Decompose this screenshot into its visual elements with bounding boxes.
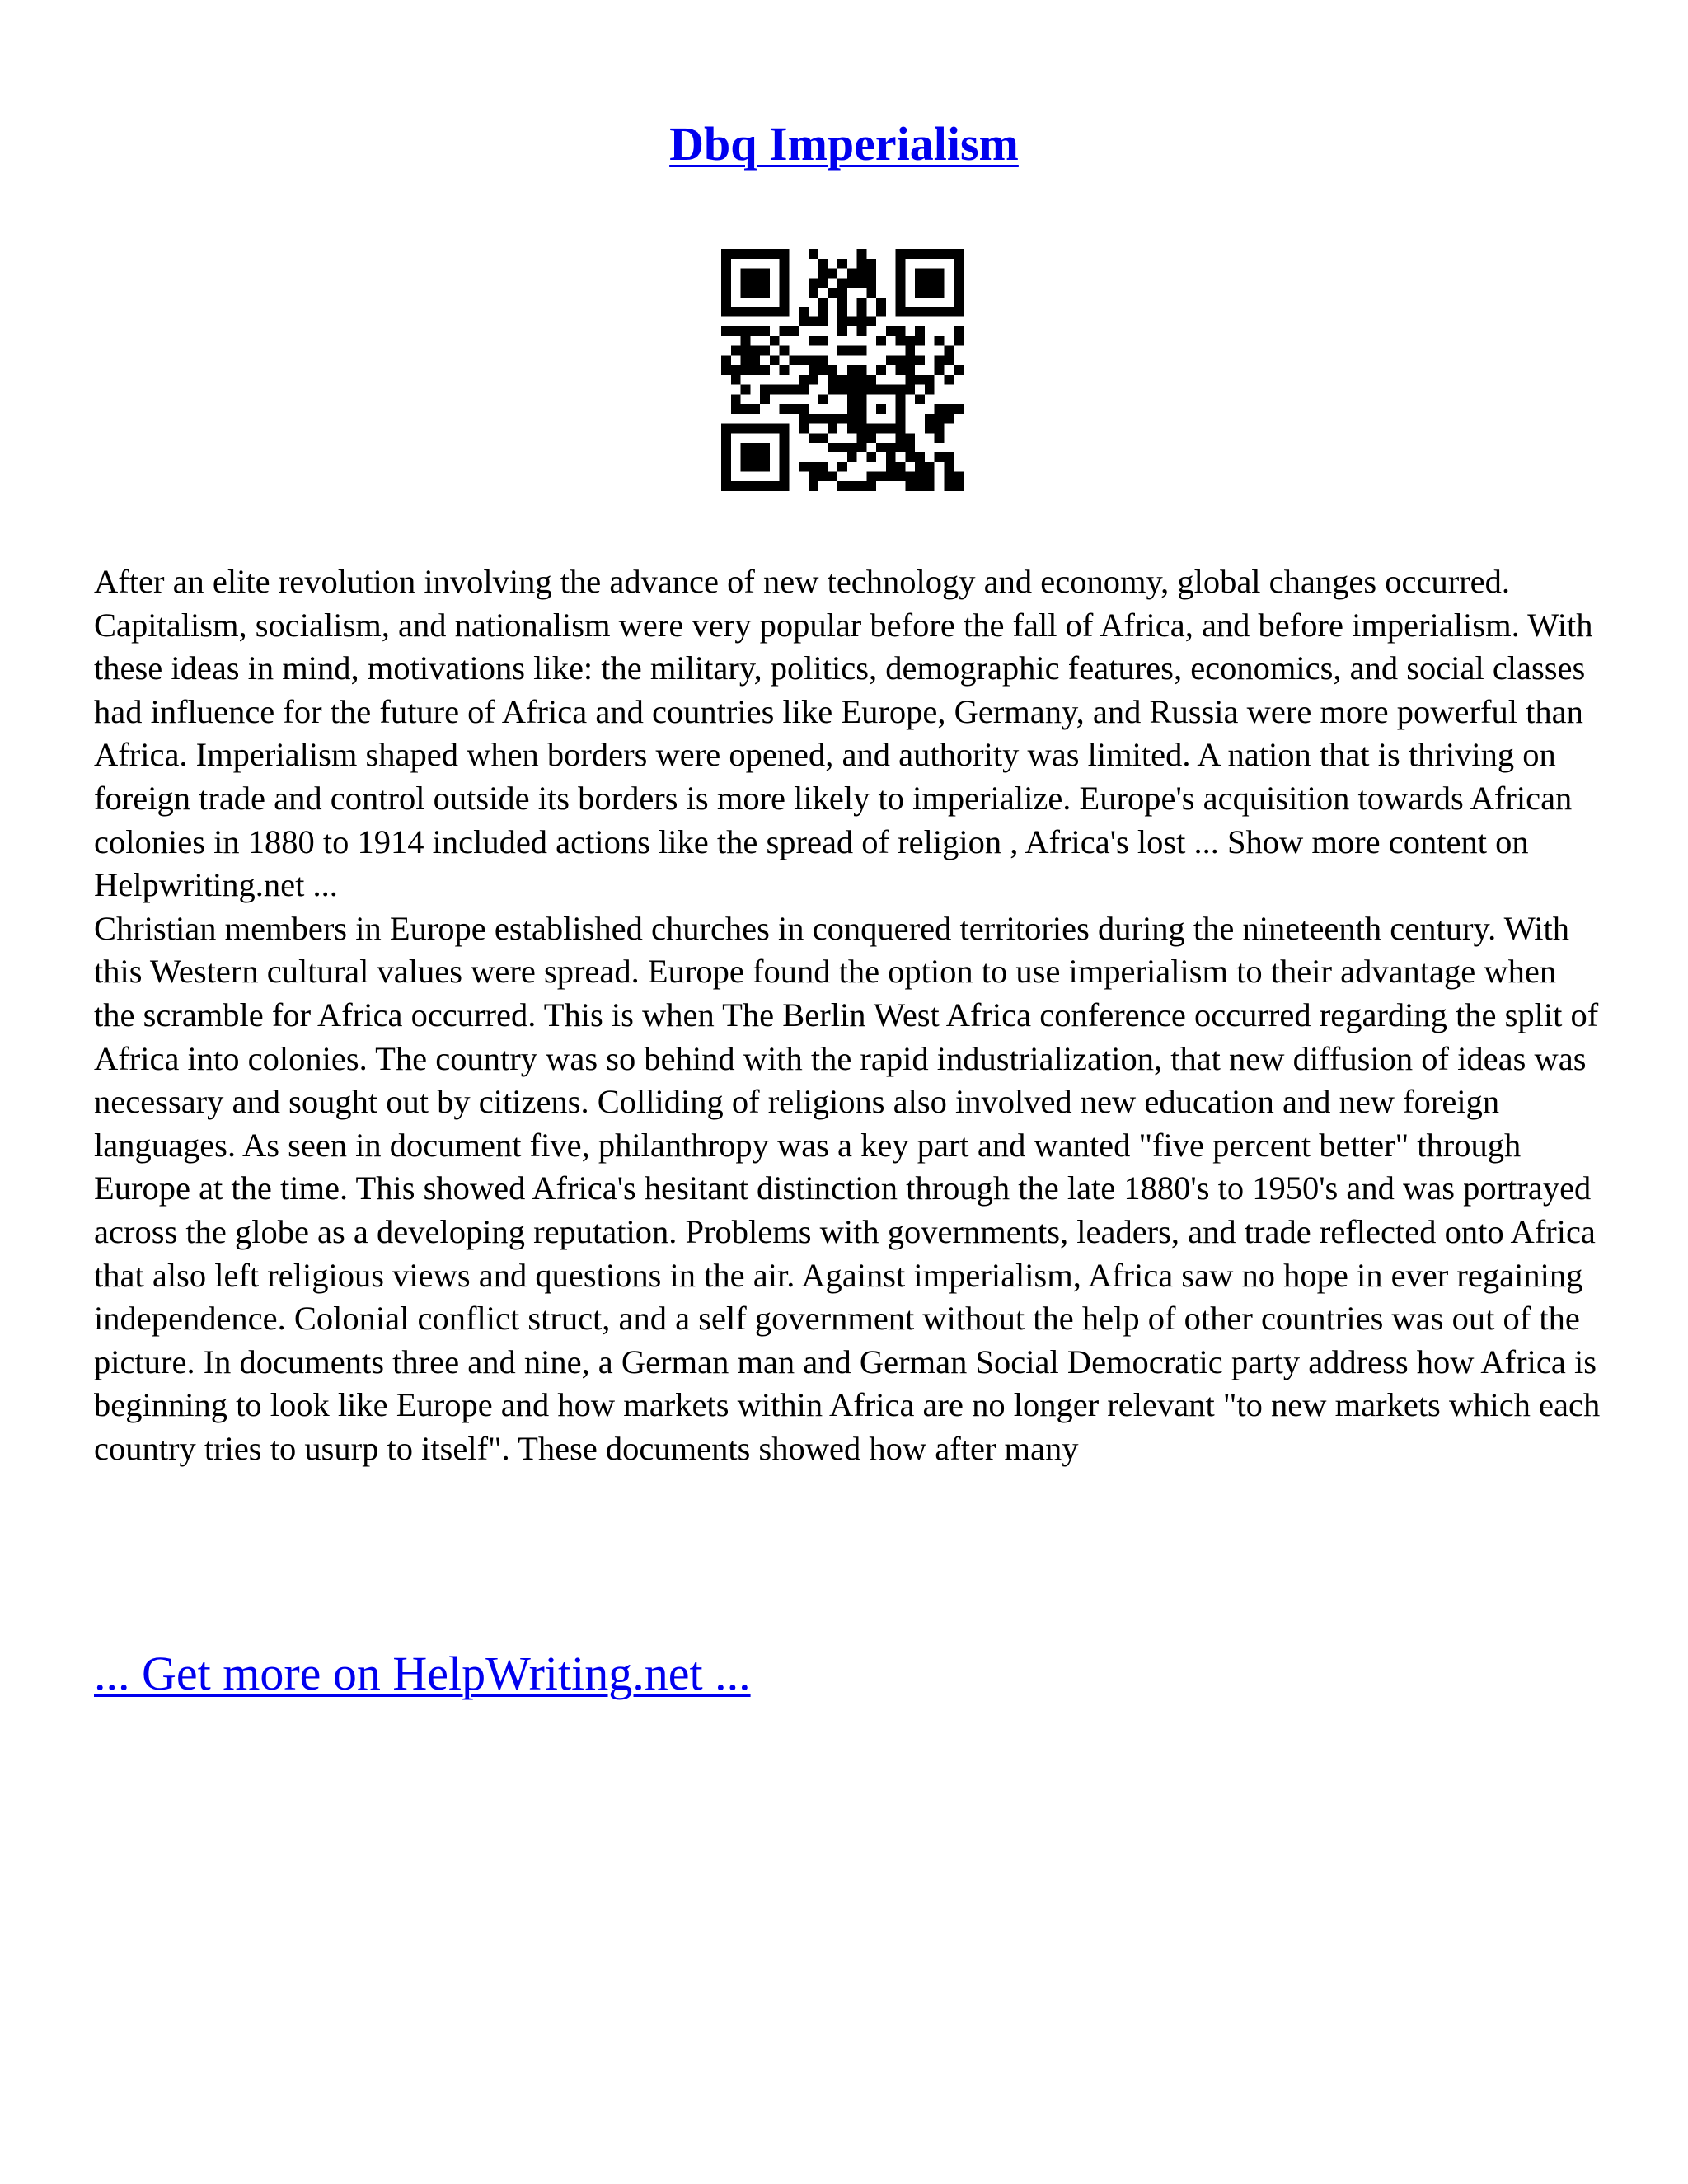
page-title-link[interactable]: Dbq Imperialism	[669, 117, 1019, 171]
title-container	[0, 115, 1688, 173]
paragraph-1: After an elite revolution involving the advance of new technology and economy, global changes occurred. Capitalism, socialism, and nationalism were very popular before the fall of Africa, and before imperialism. With these ideas in mind, motivations like: the military, politics, demographic features, economics, and social classes had influence for the future of Africa and countries like Europe, Germany, and Russia were more powerful than Africa. Imperialism shaped when borders were opened, and authority was limited. A nation that is thriving on foreign trade and control outside its borders is more likely to imperialize. Europe's acquisition towards African colonies in 1880 to 1914 included actions like the spread of religion , Africa's lost ... Show more content on Helpwriting.net ...	[94, 563, 1593, 904]
article-body	[94, 560, 1602, 1470]
paragraph-2: Christian members in Europe established churches in conquered territories during the nineteenth century. With this Western cultural values were spread. Europe found the option to use imperialism to their advantage when the scramble for Africa occurred. This is when The Berlin West Africa conference occurred regarding the split of Africa into colonies. The country was so behind with the rapid industrialization, that new diffusion of ideas was necessary and sought out by citizens. Colliding of religions also involved new education and new foreign languages. As seen in document five, philanthropy was a key part and wanted "five percent better" through Europe at the time. This showed Africa's hesitant distinction through the late 1880's to 1950's and was portrayed across the globe as a developing reputation. Problems with governments, leaders, and trade reflected onto Africa that also left religious views and questions in the air. Against imperialism, Africa saw no hope in ever regaining independence. Colonial conflict struct, and a self government without the help of other countries was out of the picture. In documents three and nine, a German man and German Social Democratic party address how Africa is beginning to look like Europe and how markets within Africa are no longer relevant "to new markets which each country tries to usurp to itself". These documents showed how after many	[94, 909, 1601, 1467]
qr-code-icon	[721, 249, 964, 491]
get-more-link[interactable]: ... Get more on HelpWriting.net ...	[94, 1647, 751, 1700]
more-link-container	[94, 1645, 751, 1703]
